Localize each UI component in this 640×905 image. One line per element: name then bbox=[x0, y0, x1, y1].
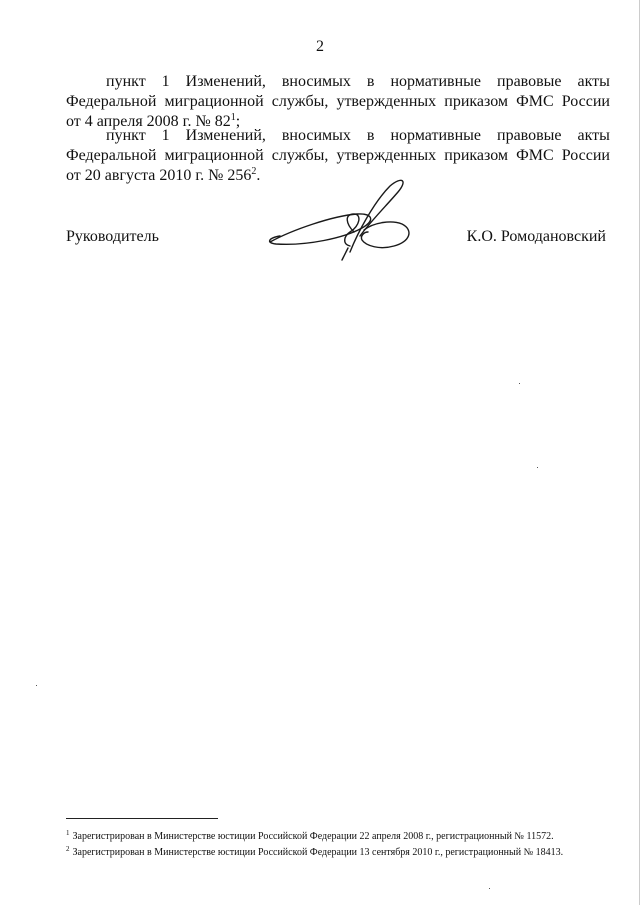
word: ФМС bbox=[516, 93, 554, 110]
paragraph-1 bbox=[66, 72, 610, 132]
word: акты bbox=[577, 127, 610, 144]
word: нормативные bbox=[390, 73, 482, 90]
word: приказом bbox=[444, 93, 509, 110]
word: нормативные bbox=[390, 127, 482, 144]
page-number: 2 bbox=[316, 38, 324, 55]
word: вносимых bbox=[281, 73, 351, 90]
word: 1 bbox=[161, 127, 170, 144]
footnote-text: Зарегистрирован в Министерстве юстиции Российской Федерации 13 сентября 2010 г., регистрационный № 18413. bbox=[72, 847, 564, 858]
word: службы, bbox=[271, 147, 329, 164]
word: России bbox=[561, 93, 610, 110]
footnote-ref: 2 bbox=[251, 166, 257, 177]
word: правовые bbox=[497, 127, 562, 144]
scan-speck bbox=[537, 467, 538, 468]
word: ФМС bbox=[516, 147, 554, 164]
signatory-name: К.О. Ромодановский bbox=[466, 228, 606, 245]
word: России bbox=[561, 147, 610, 164]
reference-text: от 20 августа 2010 г. № 256 bbox=[66, 167, 252, 184]
footnote-mark: 2 bbox=[66, 845, 70, 853]
word: в bbox=[366, 127, 375, 144]
word: правовые bbox=[497, 73, 562, 90]
word: приказом bbox=[444, 147, 509, 164]
word: миграционной bbox=[164, 93, 264, 110]
word: пункт bbox=[106, 73, 146, 90]
punctuation: . bbox=[256, 167, 261, 184]
word: миграционной bbox=[164, 147, 264, 164]
paragraph-2-line-1 bbox=[66, 126, 610, 146]
word: пункт bbox=[106, 127, 146, 144]
word: 1 bbox=[161, 73, 170, 90]
word: Изменений, bbox=[185, 73, 266, 90]
word: акты bbox=[577, 73, 610, 90]
punctuation: ; bbox=[235, 113, 241, 130]
reference-text: от 4 апреля 2008 г. № 82 bbox=[66, 113, 231, 130]
footnote-2 bbox=[66, 847, 563, 859]
footnote-mark: 1 bbox=[66, 829, 70, 837]
paragraph-2-line-2 bbox=[66, 146, 610, 166]
word: Федеральной bbox=[66, 93, 157, 110]
paragraph-1-line-1 bbox=[66, 72, 610, 92]
scan-speck bbox=[36, 685, 37, 686]
word: вносимых bbox=[281, 127, 351, 144]
word: утвержденных bbox=[336, 93, 437, 110]
word: в bbox=[366, 73, 375, 90]
handwritten-signature bbox=[262, 172, 422, 280]
footnote-text: Зарегистрирован в Министерстве юстиции Российской Федерации 22 апреля 2008 г., регистрационный № 11572. bbox=[72, 831, 554, 842]
scan-speck bbox=[519, 383, 520, 384]
word: службы, bbox=[271, 93, 329, 110]
word: Федеральной bbox=[66, 147, 157, 164]
footnote-divider bbox=[66, 818, 218, 819]
paragraph-1-line-2 bbox=[66, 92, 610, 112]
word: утвержденных bbox=[336, 147, 437, 164]
word: Изменений, bbox=[185, 127, 266, 144]
footnote-ref: 1 bbox=[230, 112, 236, 123]
scan-speck bbox=[489, 888, 490, 889]
signatory-title: Руководитель bbox=[66, 228, 159, 245]
signature-stroke bbox=[342, 248, 348, 260]
footnote-1 bbox=[66, 831, 554, 843]
